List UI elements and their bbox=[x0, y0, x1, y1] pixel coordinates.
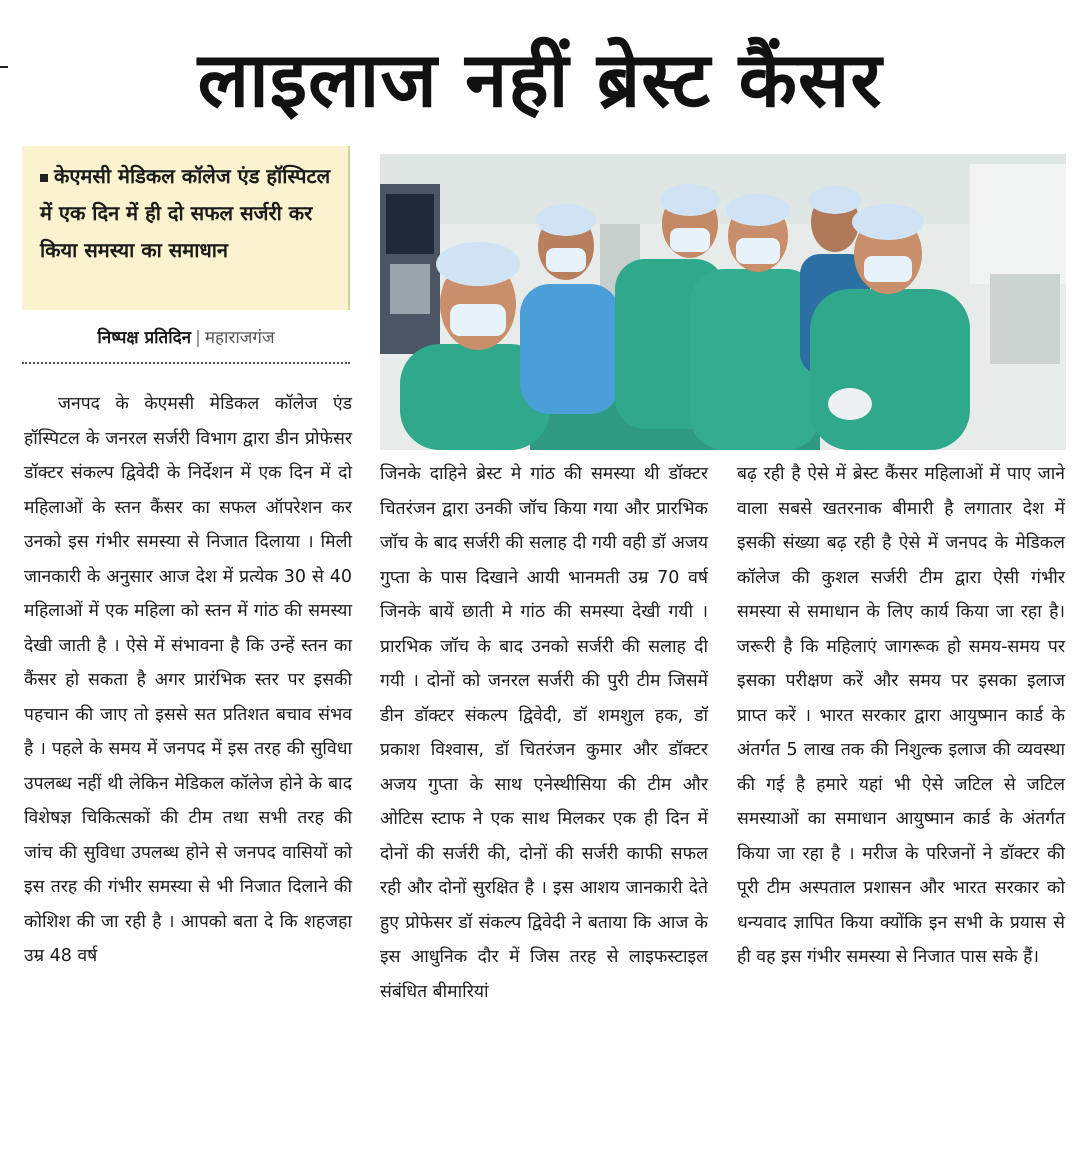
summary-box bbox=[22, 146, 350, 310]
headline: लाइलाज नहीं ब्रेस्ट कैंसर bbox=[197, 35, 883, 124]
summary-text: केएमसी मेडिकल कॉलेज एंड हॉस्पिटल में एक दिन में ही दो सफल सर्जरी कर किया समस्या का समाधान bbox=[40, 164, 331, 262]
dotted-divider bbox=[22, 362, 350, 364]
byline-paper: निष्पक्ष प्रतिदिन bbox=[97, 328, 192, 348]
surgical-team-photo bbox=[380, 154, 1066, 450]
byline-separator: | bbox=[195, 328, 201, 348]
surgical-team-illustration bbox=[380, 154, 1066, 450]
article-column-3: बढ़ रही है ऐसे में ब्रेस्ट कैंसर महिलाओं में पाए जाने वाला सबसे खतरनाक बीमारी है लगातार देश में इसकी संख्या बढ़ रही है ऐसे में जनपद के मेडिकल कॉलेज की कुशल सर्जरी टीम द्वारा ऐसी गंभीर समस्या से समाधान के लिए कार्य किया जा रहा है। जरूरी है कि महिलाएं जागरूक हो समय-समय पर इसका परीक्षण करें और समय पर इसका इलाज प्राप्त करें । भारत सरकार द्वारा आयुष्मान कार्ड के अंतर्गत 5 लाख तक की निशुल्क इलाज की व्यवस्था की गई है हमारे यहां भी ऐसे जटिल से जटिल समस्याओं का समाधान आयुष्मान कार्ड के अंतर्गत किया जा रहा है । मरीज के परिजनों ने डॉक्टर की पूरी टीम अस्पताल प्रशासन और भारत सरकार को धन्यवाद ज्ञापित किया क्योंकि इन सभी के प्रयास से ही वह इस गंभीर समस्या से निजात पास सके हैं। bbox=[737, 464, 1065, 967]
byline-place: महाराजगंज bbox=[204, 328, 275, 348]
article-column-1: जनपद के केएमसी मेडिकल कॉलेज एंड हॉस्पिटल के जनरल सर्जरी विभाग द्वारा डीन प्रोफेसर डॉक्टर संकल्प द्विवेदी के निर्देशन में एक दिन में दो महिलाओं के स्तन कैंसर का सफल ऑपरेशन कर उनको इस गंभीर समस्या से निजात दिलाया । मिली जानकारी के अनुसार आज देश में प्रत्येक 30 से 40 महिलाओं में एक महिला को स्तन में गांठ की समस्या देखी जाती है । ऐसे में संभावना है कि उन्हें स्तन का कैंसर हो सकता है अगर प्रारंभिक स्तर पर इसकी पहचान की जाए तो इससे सत प्रतिशत बचाव संभव है । पहले के समय में जनपद में इस तरह की सुविधा उपलब्ध नहीं थी लेकिन मेडिकल कॉलेज होने के बाद विशेषज्ञ चिकित्सकों की टीम तथा सभी तरह की जांच की सुविधा उपलब्ध होने से जनपद वासियों को इस तरह की गंभीर समस्या से भी निजात दिलाने की कोशिश की जा रही है । आपको बता दे कि शहजहा उम्र 48 वर्ष bbox=[24, 394, 352, 966]
byline bbox=[22, 322, 350, 354]
bullet-square-icon bbox=[40, 174, 48, 182]
article-column-2: जिनके दाहिने ब्रेस्ट मे गांठ की समस्या थी डॉक्टर चितरंजन द्वारा उनकी जॉच किया गया और प्रारभिक जॉच के बाद सर्जरी की सलाह दी गयी वही डॉ अजय गुप्ता के पास दिखाने आयी भानमती उम्र 70 वर्ष जिनके बायें छाती मे गांठ की समस्या देखी गयी । प्रारभिक जॉच के बाद उनको सर्जरी की सलाह दी गयी । दोनों को जनरल सर्जरी की पुरी टीम जिसमें डीन डॉक्टर संकल्प द्विवेदी, डॉ शमशुल हक, डॉ प्रकाश विश्वास, डॉ चितरंजन कुमार और डॉक्टर अजय गुप्ता के साथ एनेस्थीसिया की टीम और ओटिस स्टाफ ने एक साथ मिलकर एक ही दिन में दोनों की सर्जरी की, दोनों की सर्जरी काफी सफल रही और दोनों सुरक्षित है । इस आशय जानकारी देते हुए प्रोफेसर डॉ संकल्प द्विवेदी ने बताया कि आज के इस आधुनिक दौर में जिस तरह से लाइफस्टाइल संबंधित बीमारियां bbox=[380, 464, 708, 1002]
